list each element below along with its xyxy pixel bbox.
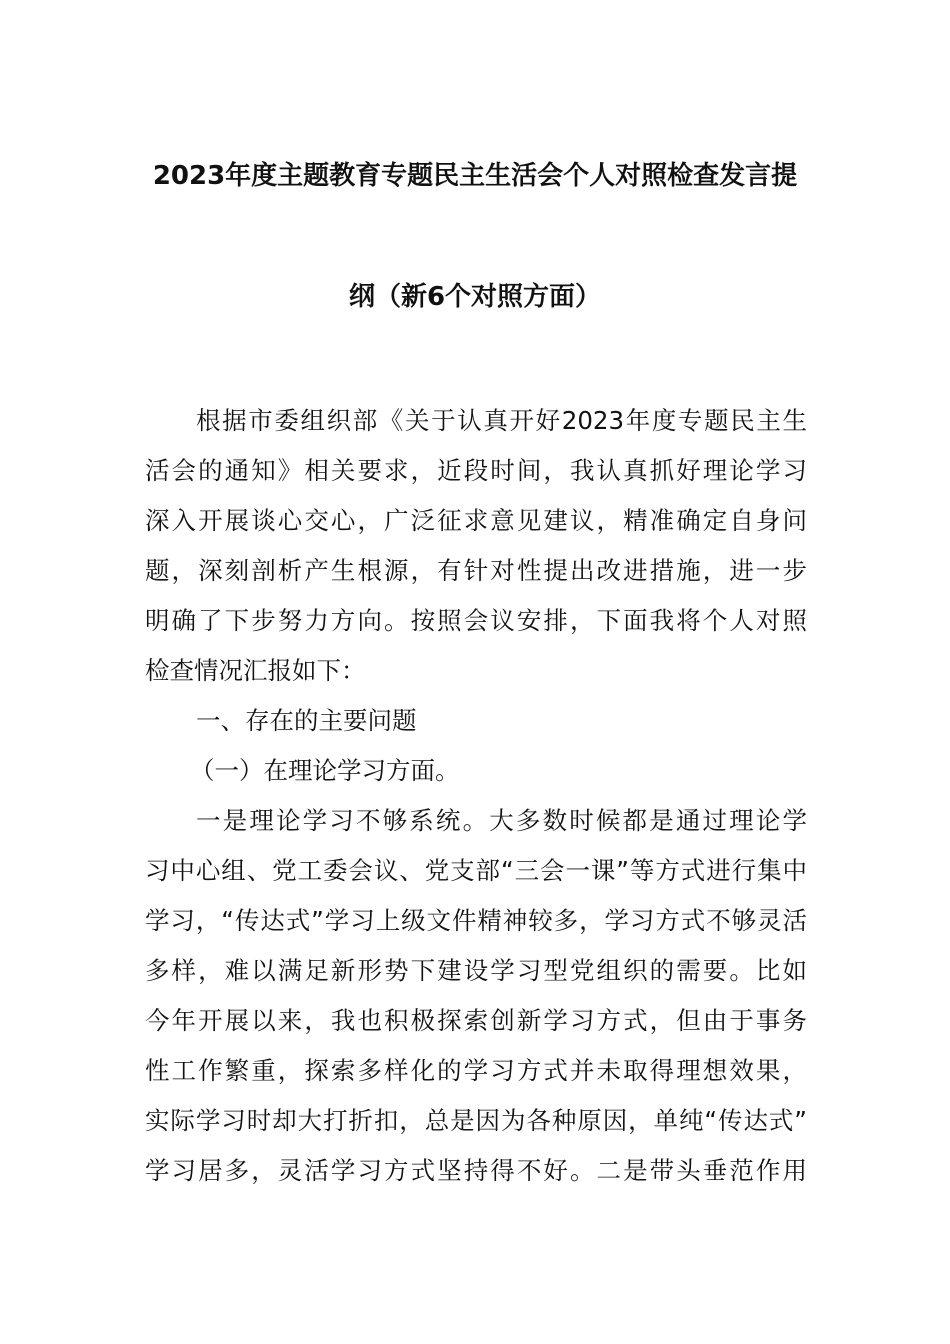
paragraph-intro-line: 深入开展谈心交心，广泛征求意见建议，精准确定自身问 bbox=[145, 506, 807, 535]
paragraph-theory-line: 学习，“传达式”学习上级文件精神较多，学习方式不够灵活 bbox=[145, 906, 807, 935]
paragraph-theory-line: 学习居多，灵活学习方式坚持得不好。二是带头垂范作用 bbox=[145, 1156, 807, 1185]
document-title-line-1: 2023年度主题教育专题民主生活会个人对照检查发言提 bbox=[152, 161, 798, 191]
paragraph-intro-line: 根据市委组织部《关于认真开好2023年度专题民主生 bbox=[196, 406, 807, 435]
paragraph-theory-line: 多样，难以满足新形势下建设学习型党组织的需要。比如 bbox=[145, 956, 807, 985]
paragraph-intro-line: 题，深刻剖析产生根源，有针对性提出改进措施，进一步 bbox=[145, 556, 807, 585]
paragraph-intro-line: 明确了下步努力方向。按照会议安排，下面我将个人对照 bbox=[145, 606, 807, 635]
section-heading: 一、存在的主要问题 bbox=[196, 706, 417, 735]
paragraph-theory-line: 一是理论学习不够系统。大多数时候都是通过理论学 bbox=[196, 806, 807, 835]
paragraph-intro-line: 检查情况汇报如下： bbox=[145, 656, 366, 685]
paragraph-theory-line: 性工作繁重，探索多样化的学习方式并未取得理想效果， bbox=[145, 1056, 807, 1085]
subsection-heading: （一）在理论学习方面。 bbox=[190, 756, 460, 785]
document-title-line-2: 纲（新6个对照方面） bbox=[348, 282, 602, 312]
paragraph-intro-line: 活会的通知》相关要求，近段时间，我认真抓好理论学习 bbox=[145, 456, 807, 485]
document-body bbox=[145, 396, 807, 1196]
paragraph-theory-line: 今年开展以来，我也积极探索创新学习方式，但由于事务 bbox=[145, 1006, 807, 1035]
paragraph-theory-line: 习中心组、党工委会议、党支部“三会一课”等方式进行集中 bbox=[145, 856, 807, 885]
paragraph-theory-line: 实际学习时却大打折扣，总是因为各种原因，单纯“传达式” bbox=[145, 1106, 807, 1135]
